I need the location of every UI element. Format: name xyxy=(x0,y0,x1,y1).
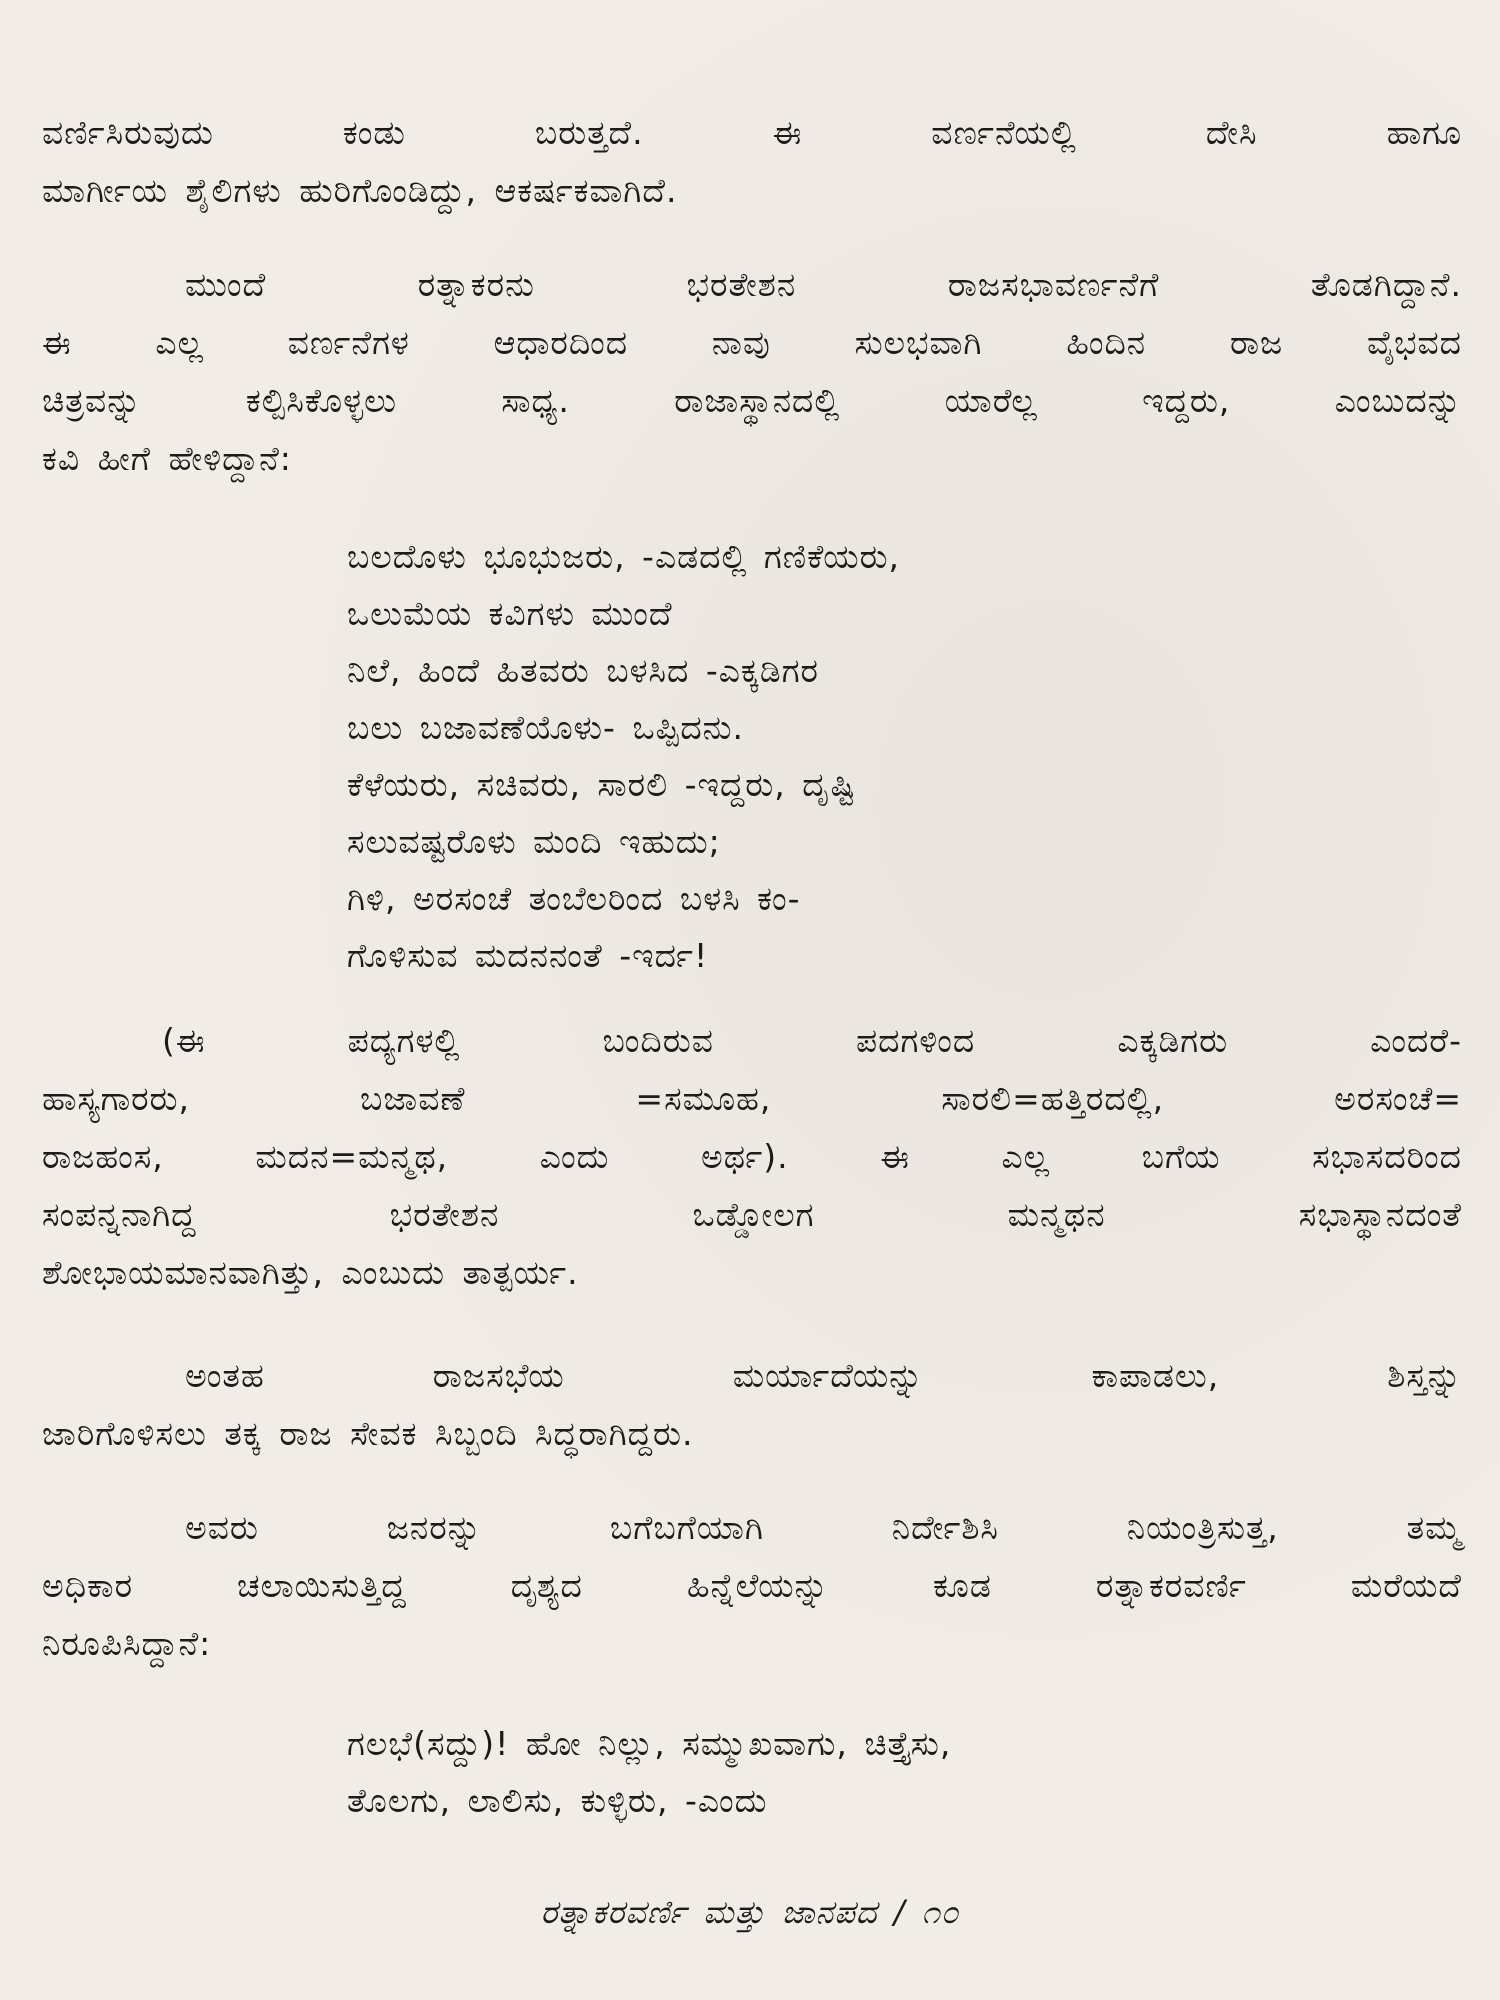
text-line: ಈ ಎಲ್ಲ ವರ್ಣನೆಗಳ ಆಧಾರದಿಂದ ನಾವು ಸುಲಭವಾಗಿ ಹಿಂದಿನ ರಾಜ ವೈಭವದ xyxy=(42,323,1462,362)
verse-line: ಕೆಳೆಯರು, ಸಚಿವರು, ಸಾರಲಿ -ಇದ್ದರು, ದೃಷ್ಟಿ xyxy=(347,765,857,804)
text-line: ಚಿತ್ರವನ್ನು ಕಲ್ಪಿಸಿಕೊಳ್ಳಲು ಸಾಧ್ಯ. ರಾಜಾಸ್ಥಾನದಲ್ಲಿ ಯಾರೆಲ್ಲ ಇದ್ದರು, ಎಂಬುದನ್ನು xyxy=(42,381,1462,420)
text-line: ಮಾರ್ಗೀಯ ಶೈಲಿಗಳು ಹುರಿಗೊಂಡಿದ್ದು, ಆಕರ್ಷಕವಾಗಿದೆ. xyxy=(42,171,678,210)
text-line: ಅಂತಹ ರಾಜಸಭೆಯ ಮರ್ಯಾದೆಯನ್ನು ಕಾಪಾಡಲು, ಶಿಸ್ತನ್ನು xyxy=(185,1356,1462,1395)
verse-line: ಬಲು ಬಜಾವಣೆಯೊಳು- ಒಪ್ಪಿದನು. xyxy=(347,708,744,747)
text-line: ಹಾಸ್ಯಗಾರರು, ಬಜಾವಣೆ =ಸಮೂಹ, ಸಾರಲಿ=ಹತ್ತಿರದಲ್ಲಿ, ಅರಸಂಚೆ= xyxy=(42,1079,1462,1118)
verse-line: ಗಲಭೆ(ಸದ್ದು)! ಹೋ ನಿಲ್ಲು, ಸಮ್ಮುಖವಾಗು, ಚಿತ್ತೈಸು, xyxy=(347,1724,952,1763)
text-line: ವರ್ಣಿಸಿರುವುದು ಕಂಡು ಬರುತ್ತದೆ. ಈ ವರ್ಣನೆಯಲ್ಲಿ ದೇಸಿ ಹಾಗೂ xyxy=(42,113,1462,152)
verse-line: ಬಲದೊಳು ಭೂಭುಜರು, -ಎಡದಲ್ಲಿ ಗಣಿಕೆಯರು, xyxy=(347,537,901,576)
text-line: ಸಂಪನ್ನನಾಗಿದ್ದ ಭರತೇಶನ ಒಡ್ಡೋಲಗ ಮನ್ಮಥನ ಸಭಾಸ್ಥಾನದಂತೆ xyxy=(42,1195,1462,1234)
paragraph-5 xyxy=(42,1499,1462,1673)
text-line: ಅಧಿಕಾರ ಚಲಾಯಿಸುತ್ತಿದ್ದ ದೃಶ್ಯದ ಹಿನ್ನೆಲೆಯನ್ನು ಕೂಡ ರತ್ನಾಕರವರ್ಣಿ ಮರೆಯದೆ xyxy=(42,1566,1462,1605)
verse-line: ನಿಲೆ, ಹಿಂದೆ ಹಿತವರು ಬಳಸಿದ -ಎಕ್ಕಡಿಗರ xyxy=(347,651,820,690)
text-line: ನಿರೂಪಿಸಿದ್ದಾನೆ: xyxy=(42,1624,212,1663)
paragraph-3 xyxy=(42,1012,1462,1302)
verse-line: ತೊಲಗು, ಲಾಲಿಸು, ಕುಳ್ಳಿರು, -ಎಂದು xyxy=(347,1781,768,1820)
page-footer: ರತ್ನಾಕರವರ್ಣಿ ಮತ್ತು ಜಾನಪದ / ೧೦ xyxy=(540,1893,960,1931)
text-line: ಅವರು ಜನರನ್ನು ಬಗೆಬಗೆಯಾಗಿ ನಿರ್ದೇಶಿಸಿ ನಿಯಂತ್ರಿಸುತ್ತ, ತಮ್ಮ xyxy=(185,1508,1462,1547)
verse-line: ಗೊಳಿಸುವ ಮದನನಂತೆ -ಇರ್ದ! xyxy=(347,936,709,975)
paragraph-2 xyxy=(42,256,1462,488)
verse-line: ಗಿಳಿ, ಅರಸಂಚೆ ತಂಬೆಲರಿಂದ ಬಳಸಿ ಕಂ- xyxy=(347,879,801,918)
verse-block-1 xyxy=(347,528,1347,984)
text-line: ಮುಂದೆ ರತ್ನಾಕರನು ಭರತೇಶನ ರಾಜಸಭಾವರ್ಣನೆಗೆ ತೊಡಗಿದ್ದಾನೆ. xyxy=(185,265,1462,304)
paragraph-4 xyxy=(42,1347,1462,1463)
text-line: (ಈ ಪದ್ಯಗಳಲ್ಲಿ ಬಂದಿರುವ ಪದಗಳಿಂದ ಎಕ್ಕಡಿಗರು ಎಂದರೆ- xyxy=(162,1021,1462,1060)
verse-line: ಸಲುವಷ್ಟರೊಳು ಮಂದಿ ಇಹುದು; xyxy=(347,822,721,861)
text-line: ರಾಜಹಂಸ, ಮದನ=ಮನ್ಮಥ, ಎಂದು ಅರ್ಥ). ಈ ಎಲ್ಲ ಬಗೆಯ ಸಭಾಸದರಿಂದ xyxy=(42,1137,1462,1176)
paragraph-1 xyxy=(42,104,1462,220)
verse-block-2 xyxy=(347,1715,1347,1829)
text-line: ಶೋಭಾಯಮಾನವಾಗಿತ್ತು, ಎಂಬುದು ತಾತ್ಪರ್ಯ. xyxy=(42,1253,579,1292)
text-line: ಜಾರಿಗೊಳಿಸಲು ತಕ್ಕ ರಾಜ ಸೇವಕ ಸಿಬ್ಬಂದಿ ಸಿದ್ಧರಾಗಿದ್ದರು. xyxy=(42,1414,694,1453)
text-line: ಕವಿ ಹೀಗೆ ಹೇಳಿದ್ದಾನೆ: xyxy=(42,439,292,478)
verse-line: ಒಲುಮೆಯ ಕವಿಗಳು ಮುಂದೆ xyxy=(347,594,673,633)
